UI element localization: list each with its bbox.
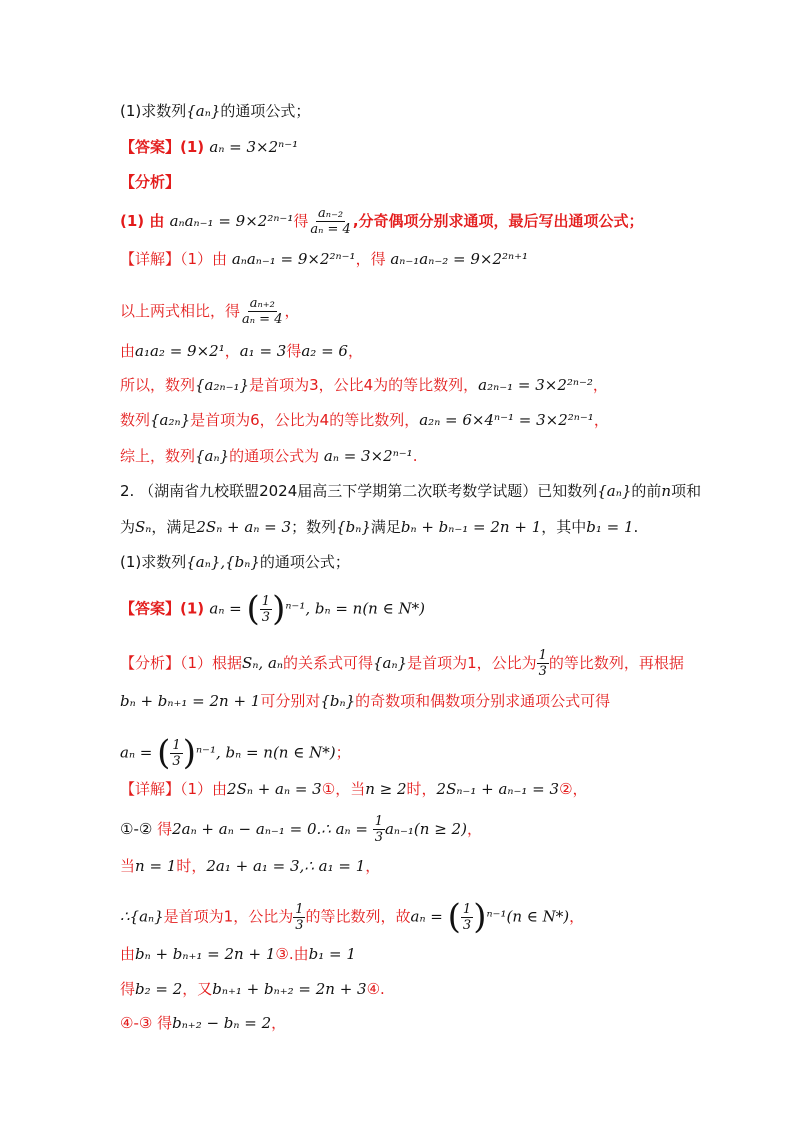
text-run: 的等比数列，故 [305, 907, 411, 926]
line [120, 206, 740, 237]
math-expression: 2Sₙ + aₙ = 3 [227, 780, 322, 798]
text-run: 满足 [370, 518, 401, 536]
text-run: 得 [286, 342, 302, 360]
text-run: 的奇数项和偶数项分别求通项公式可得 [355, 692, 611, 710]
text-run: 的关系式可得 [282, 654, 373, 672]
text-run: 【答案】(1) [120, 599, 210, 618]
line [120, 897, 740, 937]
fraction-denominator: 3 [295, 917, 304, 933]
math-expression: a₁a₂ = 9×2¹ [135, 342, 225, 360]
text-run: 以上两式相比，得 [120, 302, 241, 320]
line [120, 100, 740, 122]
line [120, 516, 740, 538]
text-run: ,分奇偶项分别求通项，最后写出通项公式； [352, 212, 644, 230]
math-expression: aₙaₙ₋₁ = 9×2²ⁿ⁻¹ [231, 250, 356, 268]
text-run: 的等比数列，再根据 [548, 654, 684, 672]
line [120, 1012, 740, 1034]
math-expression: b₂ = 2 [135, 980, 183, 998]
math-fraction [240, 296, 284, 327]
right-paren: ) [473, 897, 487, 937]
text-run: ，又 [182, 980, 213, 998]
line [120, 814, 740, 845]
text-run: 得 [152, 820, 173, 838]
text-run: 可分别对 [260, 692, 321, 710]
right-paren: ) [182, 733, 196, 773]
fraction-denominator: 3 [261, 609, 271, 625]
equation-marker: ③ [275, 945, 289, 963]
fraction-denominator: aₙ = 4 [310, 222, 351, 237]
line [120, 248, 740, 270]
text-run: ；数列 [291, 518, 337, 536]
math-expression: b₁ = 1 [308, 945, 356, 963]
fraction-denominator: aₙ = 4 [242, 312, 283, 327]
math-expression: aₙaₙ₋₁ = 9×2²ⁿ⁻¹ [169, 212, 294, 230]
math-expression: 2aₙ + aₙ − aₙ₋₁ = 0.∴ aₙ = [172, 820, 373, 838]
equation-marker: ①-② [120, 820, 153, 838]
math-expression: {aₙ} [186, 102, 221, 120]
text-run: ，其中 [541, 518, 587, 536]
equation-marker: ④ [366, 980, 381, 998]
fraction-denominator: 3 [462, 917, 472, 933]
math-expression: a₂ₙ = 6×4ⁿ⁻¹ = 3×2²ⁿ⁻¹ [419, 411, 594, 429]
math-expression: n ≥ 2 [365, 780, 407, 798]
math-expression: {aₙ} [372, 654, 408, 672]
text-run: ， [593, 411, 609, 429]
text-run: ， [365, 857, 381, 875]
text-run: 由 [120, 945, 136, 963]
text-run: ， [271, 1014, 287, 1032]
text-run: ，当 [335, 780, 366, 798]
line [120, 296, 740, 327]
text-run: 是首项为1，公比为 [163, 907, 294, 926]
line [120, 445, 740, 467]
text-run: 当 [120, 857, 136, 875]
text-run: 得 [120, 980, 136, 998]
math-expression: aₙ₋₁(n ≥ 2) [384, 820, 467, 838]
math-expression: 2a₁ + a₁ = 3,∴ a₁ = 1 [206, 857, 366, 875]
text-run: ，满足 [151, 518, 197, 536]
text-run: 【详解】（1）由 [120, 780, 228, 798]
fraction-numerator: 1 [295, 901, 304, 917]
line [120, 648, 740, 679]
line [120, 409, 740, 431]
text-run: 【分析】（1）根据 [120, 654, 243, 672]
math-expression: n [661, 482, 672, 500]
math-expression: bₙ₊₂ − bₙ = 2 [172, 1014, 272, 1032]
line [120, 733, 740, 773]
text-run: 为 [120, 518, 136, 536]
text-run: 【答案】(1) [120, 138, 210, 156]
text-run: 所以，数列 [120, 376, 196, 394]
math-expression: ⁿ⁻¹ [285, 599, 306, 618]
line [120, 551, 740, 573]
line [120, 589, 740, 629]
math-expression: , bₙ = n(n ∈ N*) [305, 599, 425, 618]
math-fraction [260, 594, 272, 625]
line [120, 374, 740, 396]
left-paren: ( [447, 897, 461, 937]
line [120, 480, 740, 502]
math-expression: a₁ = 3 [239, 342, 287, 360]
text-run: 综上，数列 [120, 447, 196, 465]
math-expression: {a₂ₙ} [150, 411, 191, 429]
fraction-numerator: 1 [462, 901, 472, 917]
text-run: 是首项为3，公比4为的等比数列， [249, 376, 479, 394]
math-expression: bₙ + bₙ₊₁ = 2n + 1 [135, 945, 276, 963]
math-expression: {bₙ} [336, 518, 371, 536]
text-run: (1) 由 [120, 212, 170, 230]
text-run: 的通项公式； [220, 102, 311, 120]
equation-marker: ① [321, 780, 336, 798]
text-run: 数列 [120, 411, 151, 429]
text-run: 的通项公式为 [229, 447, 324, 465]
math-expression: aₙ = [410, 907, 448, 926]
text-run: 是首项为6，公比为4的等比数列， [190, 411, 420, 429]
left-paren: ( [246, 589, 260, 629]
math-fraction [170, 738, 182, 769]
text-run: 时， [176, 857, 207, 875]
fraction-numerator: 1 [261, 593, 271, 609]
math-expression: b₁ = 1 [586, 518, 634, 536]
line [120, 340, 740, 362]
math-expression: {aₙ},{bₙ} [186, 553, 260, 571]
text-run: 由 [120, 342, 136, 360]
line [120, 136, 740, 158]
right-paren: ) [272, 589, 286, 629]
math-expression: {aₙ} [195, 447, 230, 465]
math-expression: ⁿ⁻¹ [486, 907, 507, 926]
math-expression: ⁿ⁻¹ [195, 743, 216, 762]
math-fraction [537, 648, 549, 679]
line [120, 978, 740, 1000]
line [120, 690, 740, 712]
left-paren: ( [157, 733, 171, 773]
math-expression: bₙ + bₙ₊₁ = 2n + 1 [120, 692, 261, 710]
math-expression: Sₙ, aₙ [242, 654, 283, 672]
fraction-denominator: 3 [374, 830, 383, 845]
math-expression: a₂ₙ₋₁ = 3×2²ⁿ⁻² [478, 376, 593, 394]
line [120, 943, 740, 965]
text-run: ， [592, 376, 608, 394]
math-expression: 2Sₙ + aₙ = 3 [196, 518, 292, 536]
text-run: . [380, 980, 385, 998]
text-run: 得 [152, 1014, 173, 1032]
text-run: 是首项为1，公比为 [407, 654, 537, 672]
math-expression: Sₙ [135, 518, 152, 536]
math-expression: {a₂ₙ₋₁} [195, 376, 250, 394]
line [120, 171, 740, 193]
math-fraction [293, 902, 305, 933]
math-expression: aₙ₋₁aₙ₋₂ = 9×2²ⁿ⁺¹ [390, 250, 529, 268]
math-expression: bₙ₊₁ + bₙ₊₂ = 2n + 3 [212, 980, 367, 998]
equation-marker: ④-③ [120, 1014, 153, 1032]
math-expression: bₙ + bₙ₋₁ = 2n + 1 [400, 518, 542, 536]
text-run: ， [569, 907, 585, 926]
math-expression: aₙ = 3×2ⁿ⁻¹ [209, 138, 299, 156]
math-fraction [373, 814, 385, 845]
math-expression: {bₙ} [320, 692, 356, 710]
text-run: ， [572, 780, 588, 798]
text-run: ，得 [355, 250, 391, 268]
text-run: 2. （湖南省九校联盟2024届高三下学期第二次联考数学试题）已知数列 [120, 482, 598, 500]
text-run: ； [335, 743, 351, 762]
line [120, 855, 740, 877]
fraction-numerator: 1 [374, 814, 383, 829]
fraction-denominator: 3 [538, 664, 547, 679]
text-run: 的前 [631, 482, 662, 500]
text-run: ， [284, 302, 300, 320]
math-expression: ∴{aₙ} [120, 907, 164, 926]
fraction-numerator: 1 [538, 648, 547, 663]
text-run: 的通项公式； [259, 553, 350, 571]
fraction-numerator: 1 [172, 737, 181, 753]
text-run: (1)求数列 [120, 553, 187, 571]
text-run: 项和 [671, 482, 702, 500]
math-expression: n = 1 [135, 857, 177, 875]
math-expression: , bₙ = n(n ∈ N*) [215, 743, 336, 762]
fraction-numerator: aₙ₋₂ [318, 206, 344, 221]
text-run: 【详解】（1）由 [120, 250, 232, 268]
text-run: ， [347, 342, 363, 360]
text-run: ， [466, 820, 482, 838]
math-expression: (n ∈ N*) [506, 907, 570, 926]
line [120, 778, 740, 800]
text-run: . [412, 447, 418, 465]
text-run: . [633, 518, 639, 536]
text-run: 得 [293, 212, 309, 230]
text-run: ， [224, 342, 240, 360]
math-fraction [308, 206, 352, 237]
text-run: 时， [406, 780, 437, 798]
math-expression: a₂ = 6 [301, 342, 348, 360]
math-fraction [461, 902, 473, 933]
math-expression: aₙ = [120, 743, 158, 762]
fraction-numerator: aₙ₊₂ [249, 296, 275, 311]
fraction-denominator: 3 [172, 753, 181, 769]
math-expression: aₙ = 3×2ⁿ⁻¹ [323, 447, 413, 465]
equation-marker: ② [559, 780, 573, 798]
math-expression: {aₙ} [597, 482, 632, 500]
text-run: .由 [288, 945, 309, 963]
math-expression: 2Sₙ₋₁ + aₙ₋₁ = 3 [436, 780, 560, 798]
text-run: (1)求数列 [120, 102, 187, 120]
math-expression: aₙ = [209, 599, 247, 618]
text-run: 【分析】 [120, 173, 181, 191]
